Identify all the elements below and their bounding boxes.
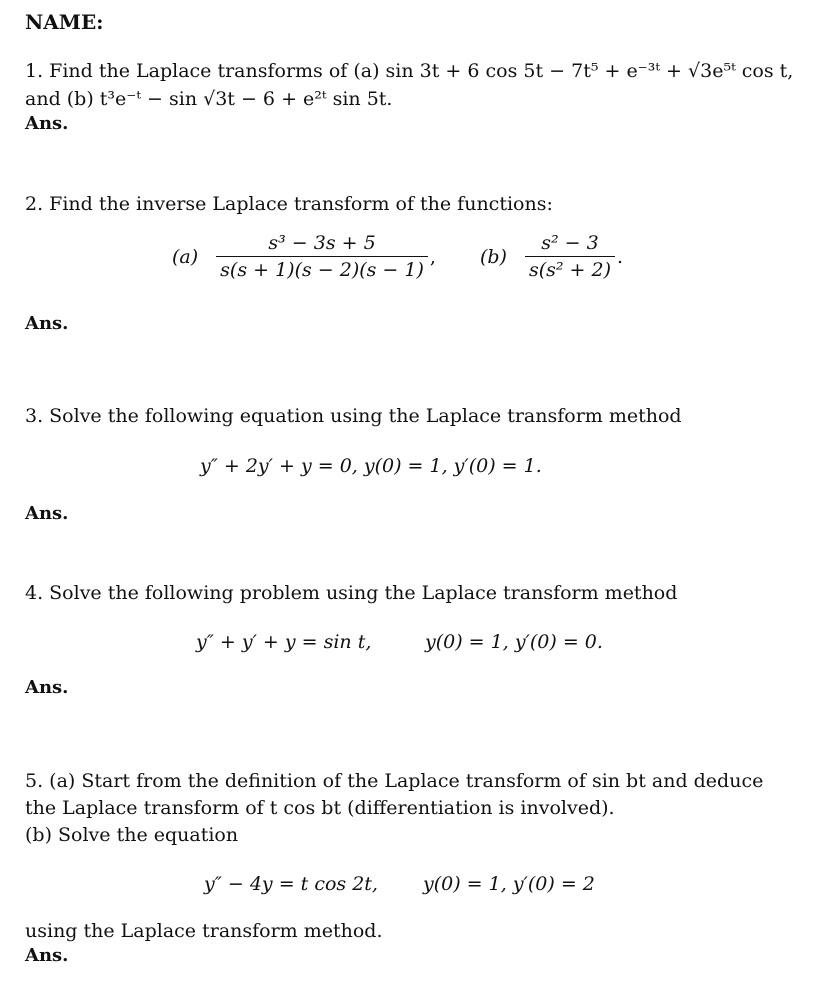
q2-ans-label: Ans.: [25, 313, 69, 334]
q5-line4: using the Laplace transform method.: [25, 920, 383, 942]
q2-functions: (a) $\frac{\text{s³ − 3s + 5}}{s(s + 1)(s - 2)(s - 1)}$ , (b) $\frac{\text{s² − 3}}{\text{s(s² + 2)}}$ .: [172, 232, 624, 281]
q2-a-denominator: s(s + 1)(s − 2)(s − 1): [216, 256, 428, 281]
q5-line2: the Laplace transform of t cos bt (differentiation is involved).: [25, 797, 615, 819]
q5-ans-label: Ans.: [25, 945, 69, 966]
q2-a-numerator: s³ − 3s + 5: [268, 232, 376, 254]
q5-equation: y″ − 4y = t cos 2t,: [204, 873, 378, 895]
q2-b-denominator: s(s² + 2): [525, 256, 615, 281]
q1-ans-label: Ans.: [25, 113, 69, 134]
q2-b-fraction: [525, 232, 615, 281]
q2-b-numerator: s² − 3: [541, 232, 599, 254]
q1-line2: and (b) t³e⁻ᵗ − sin √3t − 6 + e²ᵗ sin 5t.: [25, 88, 393, 110]
q3-prompt: 3. Solve the following equation using the Laplace transform method: [25, 405, 682, 427]
q2-b-label: (b): [479, 245, 507, 268]
q2-prompt: 2. Find the inverse Laplace transform of the functions:: [25, 193, 553, 215]
name-label: NAME:: [25, 10, 104, 34]
q3-equation: y″ + 2y′ + y = 0, y(0) = 1, y′(0) = 1.: [200, 455, 542, 477]
q2-a-fraction: [216, 232, 428, 281]
q2-a-label: (a): [172, 245, 199, 268]
q4-prompt: 4. Solve the following problem using the Laplace transform method: [25, 582, 678, 604]
q5-line3: (b) Solve the equation: [25, 824, 239, 846]
q4-equation: y″ + y′ + y = sin t,: [196, 631, 372, 653]
q3-ans-label: Ans.: [25, 503, 69, 524]
q1-line1: 1. Find the Laplace transforms of (a) sin 3t + 6 cos 5t − 7t⁵ + e⁻³ᵗ + √3e⁵ᵗ cos t,: [25, 60, 794, 82]
q4-ans-label: Ans.: [25, 677, 69, 698]
q5-line1: 5. (a) Start from the definition of the Laplace transform of sin bt and deduce: [25, 770, 764, 792]
q4-conditions: y(0) = 1, y′(0) = 0.: [425, 631, 603, 653]
q5-conditions: y(0) = 1, y′(0) = 2: [423, 873, 595, 895]
